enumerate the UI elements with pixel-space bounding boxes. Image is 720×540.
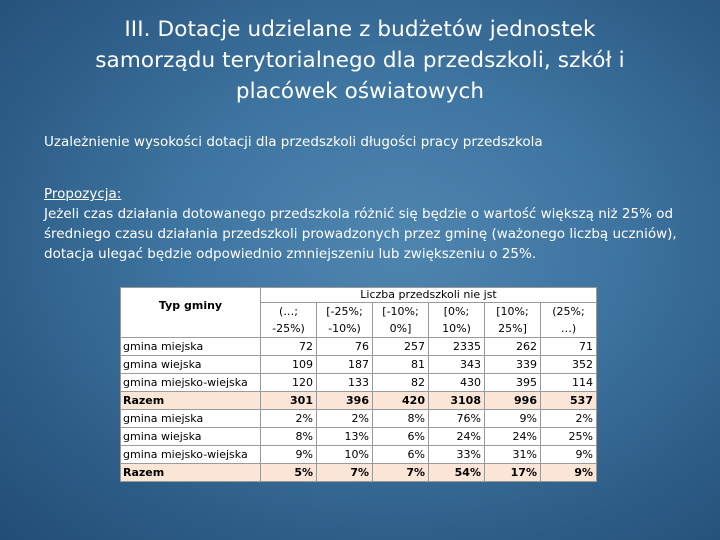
table-cell: 120 — [261, 374, 317, 392]
table-row — [121, 374, 597, 392]
range-header-line: …) — [560, 322, 577, 335]
range-header-line: [10%; — [496, 305, 529, 318]
table-cell: 76 — [317, 338, 373, 356]
table-row — [121, 428, 597, 446]
table-cell: 396 — [317, 392, 373, 410]
slide-title-line: placówek oświatowych — [235, 79, 485, 104]
table-cell: 25% — [541, 428, 597, 446]
table-cell: 8% — [261, 428, 317, 446]
table-cell: 352 — [541, 356, 597, 374]
proposal-label: Propozycja: — [44, 186, 122, 202]
table-cell: 10% — [317, 446, 373, 464]
range-header-line: 10%) — [442, 322, 471, 335]
table-cell: 31% — [485, 446, 541, 464]
range-header-line: -10%) — [328, 322, 361, 335]
table-cell: 24% — [485, 428, 541, 446]
slide-subtitle: Uzależnienie wysokości dotacji dla przedszkoli długości pracy przedszkola — [44, 134, 543, 150]
table-cell: 7% — [317, 464, 373, 482]
table-cell: 6% — [373, 428, 429, 446]
table-row — [121, 446, 597, 464]
table-cell: 6% — [373, 446, 429, 464]
range-header — [261, 303, 317, 338]
table-cell: 9% — [261, 446, 317, 464]
table-cell: 339 — [485, 356, 541, 374]
table-cell: 82 — [373, 374, 429, 392]
table-cell: 9% — [541, 464, 597, 482]
range-header — [317, 303, 373, 338]
table-cell: 537 — [541, 392, 597, 410]
table-cell: 72 — [261, 338, 317, 356]
range-header-line: [0%; — [443, 305, 470, 318]
slide-title — [40, 14, 680, 107]
table-cell: 187 — [317, 356, 373, 374]
table-cell: 81 — [373, 356, 429, 374]
table-cell: 9% — [485, 410, 541, 428]
table-total-row — [121, 464, 597, 482]
slide-title-line: III. Dotacje udzielane z budżetów jednostek — [124, 17, 596, 42]
table-total-row — [121, 392, 597, 410]
table-cell: 24% — [429, 428, 485, 446]
table-cell: 109 — [261, 356, 317, 374]
table-cell: 262 — [485, 338, 541, 356]
range-header-line: [-10%; — [382, 305, 419, 318]
row-label: gmina wiejska — [121, 356, 261, 374]
table-row — [121, 356, 597, 374]
kindergarten-table — [120, 287, 597, 482]
range-header-line: (…; — [279, 305, 298, 318]
range-header-line: [-25%; — [326, 305, 363, 318]
table-cell: 8% — [373, 410, 429, 428]
row-label: gmina miejsko-wiejska — [121, 374, 261, 392]
table-cell: 996 — [485, 392, 541, 410]
range-header — [541, 303, 597, 338]
table-cell: 13% — [317, 428, 373, 446]
table-cell: 301 — [261, 392, 317, 410]
table-cell: 395 — [485, 374, 541, 392]
row-label: gmina miejsko-wiejska — [121, 446, 261, 464]
table-cell: 2% — [261, 410, 317, 428]
proposal-block — [44, 184, 694, 264]
table-cell: 430 — [429, 374, 485, 392]
table-row — [121, 338, 597, 356]
table-cell: 54% — [429, 464, 485, 482]
row-label: Razem — [121, 392, 261, 410]
range-header-line: (25%; — [552, 305, 585, 318]
table-cell: 343 — [429, 356, 485, 374]
table-cell: 114 — [541, 374, 597, 392]
table-cell: 71 — [541, 338, 597, 356]
type-header: Typ gminy — [121, 288, 261, 338]
range-header-line: 0%] — [389, 322, 412, 335]
slide-title-line: samorządu terytorialnego dla przedszkoli, szkół i — [95, 48, 625, 73]
range-header — [373, 303, 429, 338]
table-cell: 133 — [317, 374, 373, 392]
group-header: Liczba przedszkoli nie jst — [261, 288, 597, 303]
proposal-text: Jeżeli czas działania dotowanego przedszkola różnić się będzie o wartość większą niż 25% od średniego czasu działania przedszkoli prowadzonych przez gminę (ważonego liczbą uczniów), dotacja ulegać będzie odpowiednio zmniejszeniu lub zwiększeniu o 25%. — [44, 206, 677, 262]
table-cell: 7% — [373, 464, 429, 482]
table-cell: 76% — [429, 410, 485, 428]
table-row — [121, 410, 597, 428]
row-label: gmina miejska — [121, 410, 261, 428]
table-cell: 17% — [485, 464, 541, 482]
table-body — [121, 338, 597, 482]
table-cell: 2335 — [429, 338, 485, 356]
table-cell: 33% — [429, 446, 485, 464]
table-cell: 3108 — [429, 392, 485, 410]
table-cell: 257 — [373, 338, 429, 356]
table-cell: 9% — [541, 446, 597, 464]
table-cell: 2% — [541, 410, 597, 428]
row-label: Razem — [121, 464, 261, 482]
range-header — [429, 303, 485, 338]
range-header — [485, 303, 541, 338]
range-header-line: -25%) — [272, 322, 305, 335]
row-label: gmina miejska — [121, 338, 261, 356]
row-label: gmina wiejska — [121, 428, 261, 446]
table-cell: 2% — [317, 410, 373, 428]
table-cell: 5% — [261, 464, 317, 482]
table-cell: 420 — [373, 392, 429, 410]
range-header-line: 25%] — [498, 322, 527, 335]
